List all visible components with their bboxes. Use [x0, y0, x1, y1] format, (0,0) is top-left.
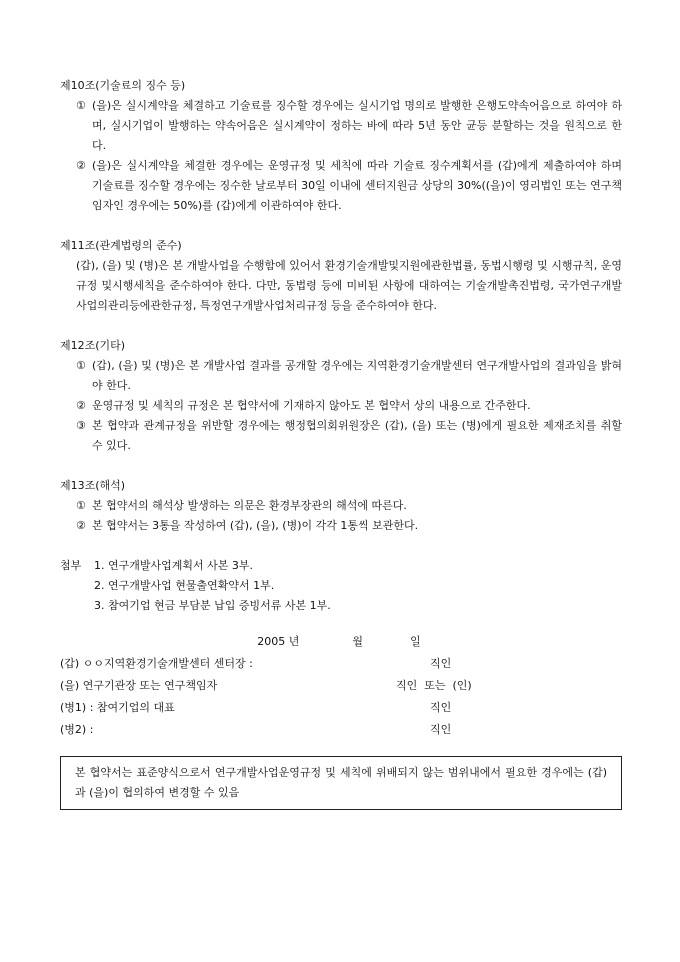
attachment-item: 1. 연구개발사업계획서 사본 3부.: [94, 559, 253, 572]
signatory-label: (을) 연구기관장 또는 연구책임자: [60, 679, 218, 692]
signature-row: [60, 676, 622, 698]
article-12-item: [60, 416, 622, 456]
article-13: [60, 476, 622, 536]
article-12: [60, 336, 622, 456]
attachment-item: 3. 참여기업 현금 부담분 납입 증빙서류 사본 1부.: [94, 599, 331, 612]
item-text: 본 협약서의 해석상 발생하는 의문은 환경부장관의 해석에 따른다.: [92, 499, 407, 512]
item-number: ①: [76, 359, 86, 372]
attachment-item: 2. 연구개발사업 현물출연확약서 1부.: [94, 579, 275, 592]
item-text: (갑), (을) 및 (병)은 본 개발사업 결과를 공개할 경우에는 지역환경기술개발센터 연구개발사업의 결과임을 밝혀야 한다.: [92, 359, 622, 392]
date-day: 일: [410, 635, 421, 648]
article-10: [60, 76, 622, 216]
seal-mark: 직인: [430, 723, 452, 736]
item-text: 본 협약서는 3통을 작성하여 (갑), (을), (병)이 각각 1통씩 보관한다.: [92, 519, 419, 532]
article-12-item: [60, 356, 622, 396]
signature-block: [60, 654, 622, 742]
seal-mark: 직인: [430, 701, 452, 714]
signing-date: [60, 632, 622, 652]
article-13-item: [60, 496, 622, 516]
item-text: 본 협약과 관계규정을 위반할 경우에는 행정협의회위원장은 (갑), (을) 또는 (병)에게 필요한 제재조치를 취할 수 있다.: [92, 419, 622, 452]
agreement-document: [60, 76, 622, 810]
item-number: ①: [76, 499, 86, 512]
date-month: 월: [352, 635, 364, 648]
signatory-label: (병1) : 참여기업의 대표: [60, 701, 175, 714]
item-number: ③: [76, 419, 86, 432]
attachments-list: [94, 556, 331, 616]
article-12-heading: 제12조(기타): [60, 339, 126, 352]
item-number: ②: [76, 399, 86, 412]
article-10-item: [60, 96, 622, 156]
article-11-text: (갑), (을) 및 (병)은 본 개발사업을 수행함에 있어서 환경기술개발및지원에관한법률, 동법시행령 및 시행규칙, 운영규정 및시행세칙을 준수하여야 한다. 다만, 동법령 등에 미비된 사항에 대하여는 기술개발촉진법령, 국가연구개발사업의관리등에관한규정, 특정연구개발사업처리규정 등을 준수하여야 한다.: [76, 259, 622, 312]
article-13-item: [60, 516, 622, 536]
item-number: ②: [76, 159, 86, 172]
signature-row: [60, 698, 622, 720]
item-number: ②: [76, 519, 86, 532]
seal-mark: 직인: [430, 657, 452, 670]
article-12-item: [60, 396, 622, 416]
signature-row: [60, 654, 622, 676]
signatory-label: (병2) :: [60, 723, 94, 736]
date-year: 2005 년: [257, 635, 300, 648]
article-11: [60, 236, 622, 316]
item-text: 운영규정 및 세칙의 규정은 본 협약서에 기재하지 않아도 본 협약서 상의 내용으로 간주한다.: [92, 399, 531, 412]
article-10-heading: 제10조(기술료의 징수 등): [60, 79, 186, 92]
seal-mark: 직인 또는 (인): [396, 679, 472, 692]
item-text: (을)은 실시계약을 체결한 경우에는 운영규정 및 세칙에 따라 기술료 징수계획서를 (갑)에게 제출하여야 하며 기술료를 징수할 경우에는 징수한 날로부터 30일 이내에 센터지원금 상당의 30%((을)이 영리법인 또는 연구책임자인 경우에는 50%)를 (갑)에게 이관하여야 한다.: [92, 159, 622, 212]
item-text: (을)은 실시계약을 체결하고 기술료를 징수할 경우에는 실시기업 명의로 발행한 은행도약속어음으로 하여야 하며, 실시기업이 발행하는 약속어음은 실시계약이 정하는 바에 따라 5년 동안 균등 분할하는 것을 원칙으로 한다.: [92, 99, 622, 152]
attachments-label: 첨부: [60, 559, 82, 572]
article-13-heading: 제13조(해석): [60, 479, 126, 492]
item-number: ①: [76, 99, 86, 112]
signatory-label: (갑) ㅇㅇ지역환경기술개발센터 센터장 :: [60, 657, 253, 670]
signature-row: [60, 720, 622, 742]
attachments: [60, 556, 622, 616]
article-11-heading: 제11조(관계법령의 준수): [60, 239, 182, 252]
standard-form-note: 본 협약서는 표준양식으로서 연구개발사업운영규정 및 세칙에 위배되지 않는 범위내에서 필요한 경우에는 (갑)과 (을)이 협의하여 변경할 수 있음: [60, 756, 622, 810]
article-10-item: [60, 156, 622, 216]
